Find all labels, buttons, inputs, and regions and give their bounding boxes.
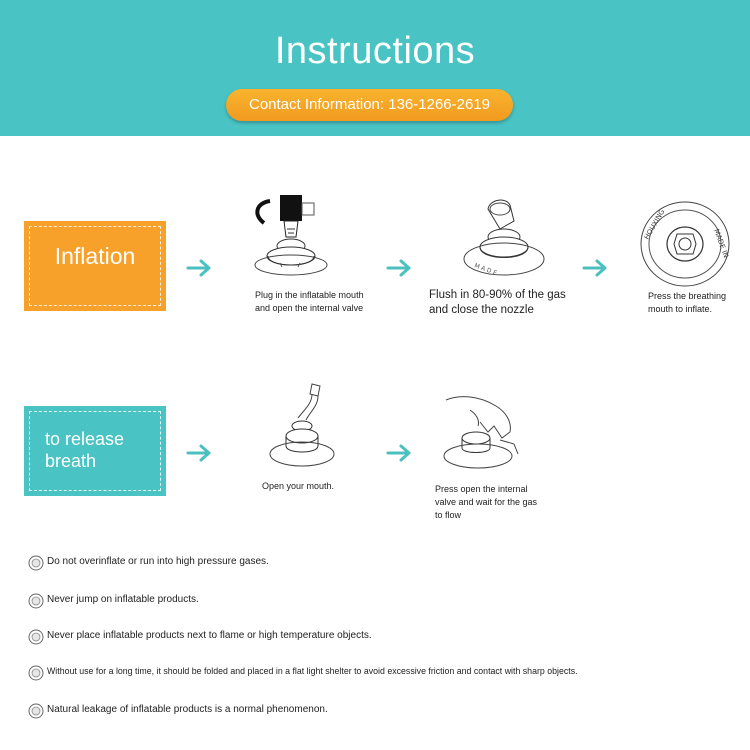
contact-info-badge: Contact Information: 136-1266-2619	[226, 89, 513, 121]
note-text: Natural leakage of inflatable products is a normal phenomenon.	[47, 704, 328, 715]
svg-text:M A D E: M A D E	[473, 262, 498, 277]
header-banner	[0, 0, 750, 136]
arrow-right-icon	[386, 443, 414, 463]
step-caption: Open your mouth.	[262, 481, 335, 491]
release-label-box	[24, 406, 166, 496]
valve-top-view-illustration	[638, 200, 733, 288]
note-text: Never jump on inflatable products.	[47, 594, 199, 605]
inflation-label: Inflation	[54, 243, 136, 269]
radio-bullet-icon	[28, 665, 44, 681]
pump-valve-illustration	[250, 193, 335, 283]
arrow-right-icon	[186, 443, 214, 463]
step-caption: Press the breathing mouth to inflate.	[648, 291, 727, 314]
release-label: to release breath	[45, 429, 125, 471]
note-text: Without use for a long time, it should be folded and placed in a flat light shelter to avoid excessive friction and contact with sharp objects.	[47, 666, 578, 676]
arrow-right-icon	[386, 258, 414, 278]
radio-bullet-icon	[28, 555, 44, 571]
page-title: Instructions	[274, 30, 476, 72]
arrow-right-icon	[186, 258, 214, 278]
step-caption: Plug in the inflatable mouth and open the internal valve	[255, 290, 364, 313]
inflation-label-box	[24, 221, 166, 311]
note-text: Never place inflatable products next to flame or high temperature objects.	[47, 630, 372, 641]
valve-nozzle-illustration	[460, 195, 550, 280]
radio-bullet-icon	[28, 593, 44, 609]
open-valve-illustration	[268, 380, 338, 472]
arrow-right-icon	[582, 258, 610, 278]
svg-text:MADE IN: MADE IN	[712, 227, 730, 260]
step-caption: Flush in 80-90% of the gas and close the nozzle	[429, 289, 566, 316]
note-text: Do not overinflate or run into high pressure gases.	[47, 556, 269, 567]
step-caption: Press open the internal valve and wait for the gas to flow	[435, 484, 538, 520]
radio-bullet-icon	[28, 629, 44, 645]
hand-press-valve-illustration	[440, 392, 522, 472]
radio-bullet-icon	[28, 703, 44, 719]
svg-text:HOUXING: HOUXING	[642, 208, 667, 241]
